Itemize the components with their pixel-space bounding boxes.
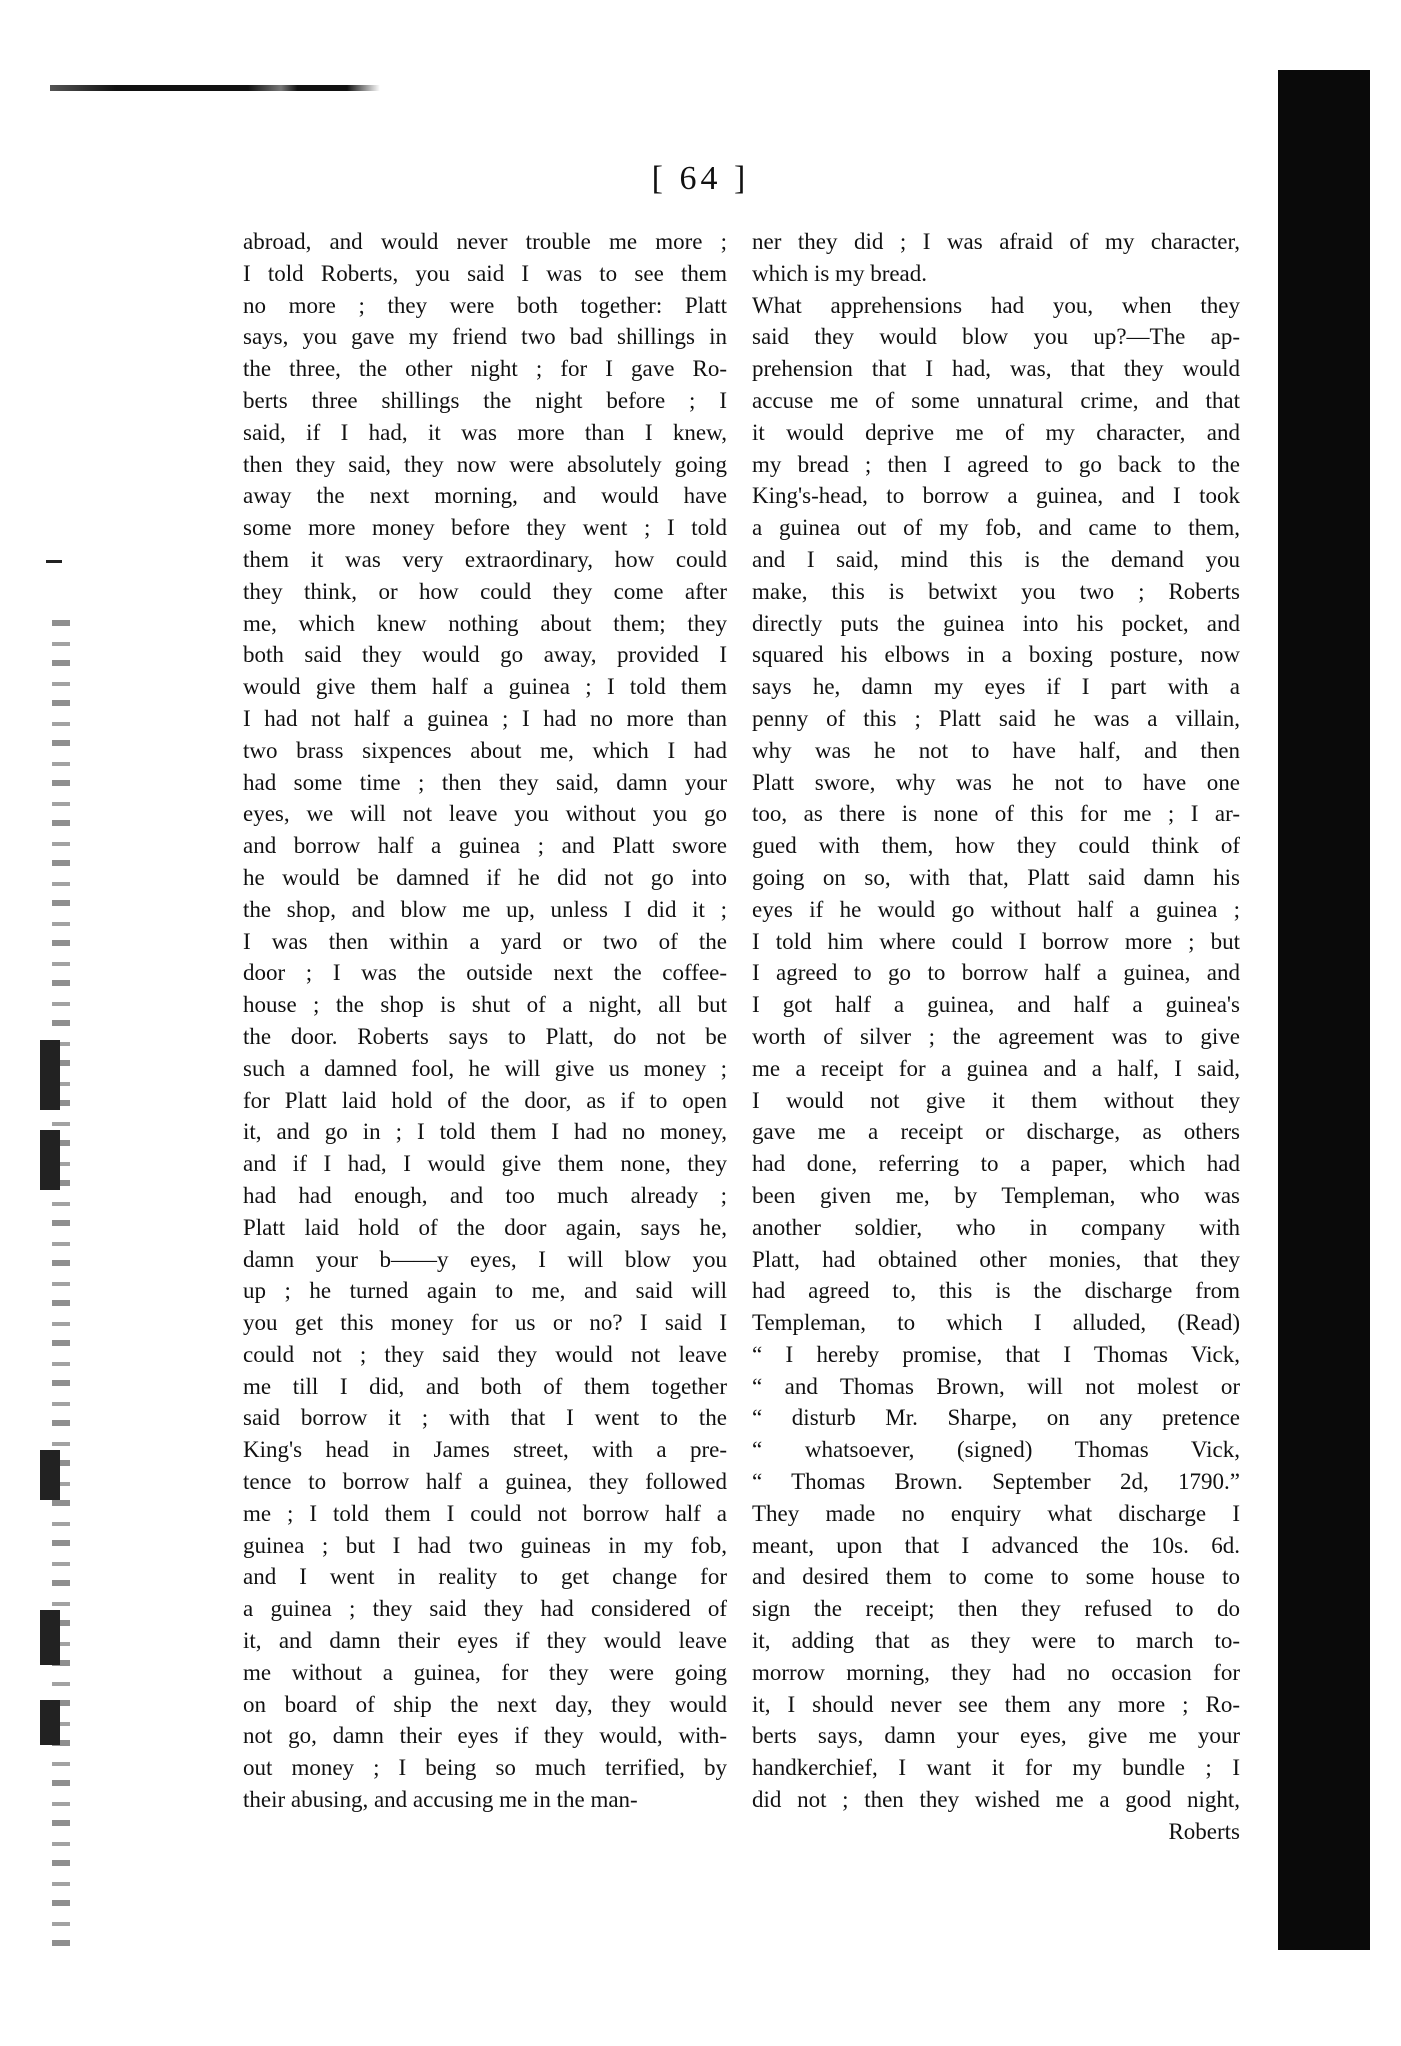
text-line: King's head in James street, with a pre- <box>243 1437 727 1463</box>
text-line: handkerchief, I want it for my bundle ; I <box>752 1755 1240 1781</box>
text-line: going on so, with that, Platt said damn his <box>752 864 1240 890</box>
text-line: too, as there is none of this for me ; I ar- <box>752 801 1240 827</box>
text-line: penny of this ; Platt said he was a villain, <box>752 705 1240 731</box>
right-text-column <box>752 226 1240 1848</box>
text-line: gued with them, how they could think of <box>752 833 1240 859</box>
text-line: make, this is betwixt you two ; Roberts <box>752 578 1240 604</box>
scan-edge-shadow <box>1278 70 1370 1950</box>
text-line: and I said, mind this is the demand you <box>752 546 1240 572</box>
text-line: on board of ship the next day, they would <box>243 1691 727 1717</box>
text-line: a guinea out of my fob, and came to them, <box>752 515 1240 541</box>
text-line: said borrow it ; with that I went to the <box>243 1405 727 1431</box>
text-line: me, which knew nothing about them; they <box>243 610 727 636</box>
text-line: they think, or how could they come after <box>243 578 727 604</box>
text-line: you get this money for us or no? I said I <box>243 1310 727 1336</box>
text-line: door ; I was the outside next the coffee- <box>243 960 727 986</box>
text-line: “ disturb Mr. Sharpe, on any pretence <box>752 1405 1240 1431</box>
text-line: “ and Thomas Brown, will not molest or <box>752 1373 1240 1399</box>
text-line: me without a guinea, for they were going <box>243 1659 727 1685</box>
text-line: then they said, they now were absolutely going <box>243 451 727 477</box>
text-line: damn your b——y eyes, I will blow you <box>243 1246 727 1272</box>
text-line: the shop, and blow me up, unless I did it ; <box>243 896 727 922</box>
text-line: “ I hereby promise, that I Thomas Vick, <box>752 1341 1240 1367</box>
text-line: What apprehensions had you, when they <box>752 292 1240 318</box>
text-line: said they would blow you up?—The ap- <box>752 324 1240 350</box>
text-line: two brass sixpences about me, which I had <box>243 737 727 763</box>
left-text-column <box>243 226 727 1816</box>
text-line: such a damned fool, he will give us money ; <box>243 1055 727 1081</box>
text-line: King's-head, to borrow a guinea, and I took <box>752 483 1240 509</box>
text-line: had done, referring to a paper, which had <box>752 1151 1240 1177</box>
text-line: why was he not to have half, and then <box>752 737 1240 763</box>
catchword: Roberts <box>1168 1818 1240 1844</box>
text-line: meant, upon that I advanced the 10s. 6d. <box>752 1532 1240 1558</box>
text-line: for Platt laid hold of the door, as if to open <box>243 1087 727 1113</box>
text-line: prehension that I had, was, that they would <box>752 356 1240 382</box>
text-line: the door. Roberts says to Platt, do not be <box>243 1023 727 1049</box>
scan-blot <box>40 1450 60 1500</box>
text-line: worth of silver ; the agreement was to give <box>752 1023 1240 1049</box>
text-line: a guinea ; they said they had considered of <box>243 1596 727 1622</box>
text-line: morrow morning, they had no occasion for <box>752 1659 1240 1685</box>
text-line: their abusing, and accusing me in the man- <box>243 1787 638 1813</box>
text-line: me till I did, and both of them together <box>243 1373 727 1399</box>
text-line: berts three shillings the night before ; I <box>243 387 727 413</box>
text-line: I would not give it them without they <box>752 1087 1240 1113</box>
text-line: the three, the other night ; for I gave Ro- <box>243 356 727 382</box>
text-line: I agreed to go to borrow half a guinea, and <box>752 960 1240 986</box>
text-line: some more money before they went ; I told <box>243 515 727 541</box>
text-line: he would be damned if he did not go into <box>243 864 727 890</box>
text-line: and desired them to come to some house to <box>752 1564 1240 1590</box>
text-line: had some time ; then they said, damn your <box>243 769 727 795</box>
text-line: house ; the shop is shut of a night, all but <box>243 992 727 1018</box>
text-line: accuse me of some unnatural crime, and that <box>752 387 1240 413</box>
scan-gutter-artifact <box>52 620 70 1960</box>
scan-blot <box>40 1040 60 1110</box>
text-line: says he, damn my eyes if I part with a <box>752 674 1240 700</box>
scan-rule-artifact <box>50 85 380 91</box>
text-line: and borrow half a guinea ; and Platt swore <box>243 833 727 859</box>
text-line: “ Thomas Brown. September 2d, 1790.” <box>752 1469 1240 1495</box>
text-line: and if I had, I would give them none, they <box>243 1151 727 1177</box>
text-line: I had not half a guinea ; I had no more than <box>243 705 727 731</box>
text-line: it, adding that as they were to march to- <box>752 1628 1240 1654</box>
text-line: “ whatsoever, (signed) Thomas Vick, <box>752 1437 1240 1463</box>
text-line: sign the receipt; then they refused to do <box>752 1596 1240 1622</box>
text-line: I told Roberts, you said I was to see them <box>243 260 727 286</box>
text-line: my bread ; then I agreed to go back to the <box>752 451 1240 477</box>
text-line: had had enough, and too much already ; <box>243 1182 727 1208</box>
text-line: away the next morning, and would have <box>243 483 727 509</box>
text-line: squared his elbows in a boxing posture, now <box>752 642 1240 668</box>
text-line: Platt swore, why was he not to have one <box>752 769 1240 795</box>
text-line: They made no enquiry what discharge I <box>752 1500 1240 1526</box>
text-line: not go, damn their eyes if they would, with- <box>243 1723 727 1749</box>
text-line: Templeman, to which I alluded, (Read) <box>752 1310 1240 1336</box>
text-line: been given me, by Templeman, who was <box>752 1182 1240 1208</box>
text-line: said, if I had, it was more than I knew, <box>243 419 727 445</box>
text-line: another soldier, who in company with <box>752 1214 1240 1240</box>
text-line: eyes if he would go without half a guinea ; <box>752 896 1240 922</box>
text-line: ner they did ; I was afraid of my character, <box>752 229 1240 254</box>
text-line: Platt, had obtained other monies, that they <box>752 1246 1240 1272</box>
text-line: tence to borrow half a guinea, they followed <box>243 1469 727 1495</box>
text-line: it, and go in ; I told them I had no money, <box>243 1119 727 1145</box>
text-line: it, and damn their eyes if they would leave <box>243 1628 727 1654</box>
text-line: directly puts the guinea into his pocket, and <box>752 610 1240 636</box>
text-line: could not ; they said they would not leave <box>243 1341 727 1367</box>
text-line: both said they would go away, provided I <box>243 642 727 668</box>
text-line: out money ; I being so much terrified, by <box>243 1755 727 1781</box>
scan-blot <box>40 1610 60 1665</box>
scan-blot <box>40 1130 60 1190</box>
text-line: it, I should never see them any more ; Ro- <box>752 1691 1240 1717</box>
text-line: me a receipt for a guinea and a half, I said, <box>752 1055 1240 1081</box>
text-line: I told him where could I borrow more ; but <box>752 928 1240 954</box>
page-number-header: [ 64 ] <box>651 160 750 197</box>
text-line: would give them half a guinea ; I told them <box>243 674 727 700</box>
text-line: them it was very extraordinary, how could <box>243 546 727 572</box>
text-line: did not ; then they wished me a good night, <box>752 1787 1240 1813</box>
text-line: berts says, damn your eyes, give me your <box>752 1723 1240 1749</box>
text-line: and I went in reality to get change for <box>243 1564 727 1590</box>
text-line: abroad, and would never trouble me more ; <box>243 229 727 254</box>
text-line: me ; I told them I could not borrow half a <box>243 1500 727 1526</box>
text-line: guinea ; but I had two guineas in my fob, <box>243 1532 727 1558</box>
scan-blot <box>40 1700 60 1745</box>
text-line: I got half a guinea, and half a guinea's <box>752 992 1240 1018</box>
text-line: no more ; they were both together: Platt <box>243 292 727 318</box>
text-line: up ; he turned again to me, and said will <box>243 1278 727 1304</box>
text-line: eyes, we will not leave you without you go <box>243 801 727 827</box>
text-line: had agreed to, this is the discharge from <box>752 1278 1240 1304</box>
scan-mark <box>46 560 62 563</box>
text-line: Platt laid hold of the door again, says he, <box>243 1214 727 1240</box>
text-line: gave me a receipt or discharge, as others <box>752 1119 1240 1145</box>
text-line: which is my bread. <box>752 260 928 286</box>
text-line: it would deprive me of my character, and <box>752 419 1240 445</box>
text-line: says, you gave my friend two bad shillings in <box>243 324 727 350</box>
text-line: I was then within a yard or two of the <box>243 928 727 954</box>
